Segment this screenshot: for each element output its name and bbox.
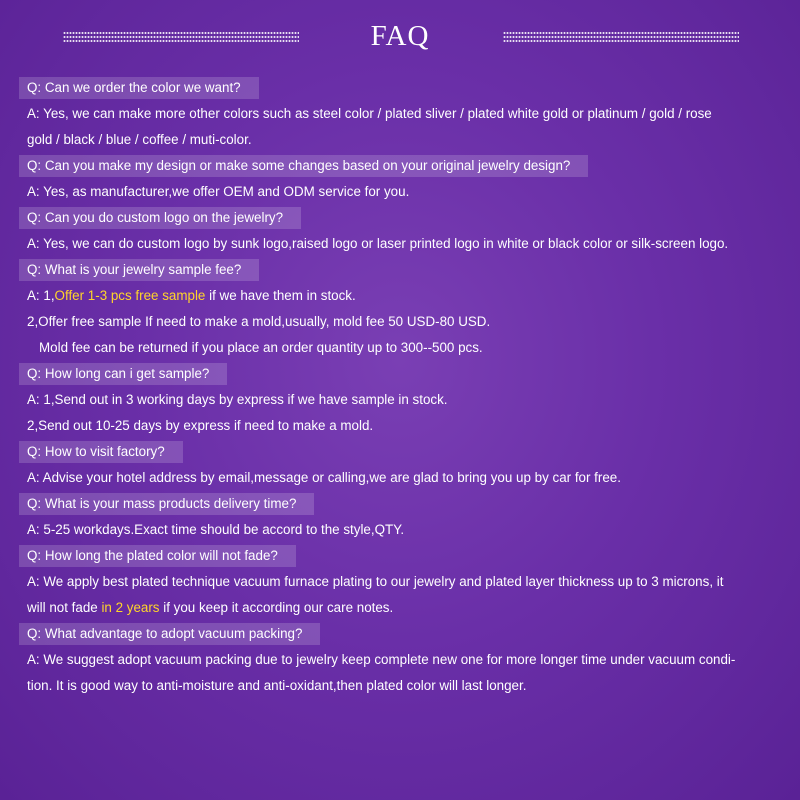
faq-question: Q: Can you make my design or make some changes based on your original jewelry design? <box>19 155 588 177</box>
faq-answer <box>19 595 789 621</box>
faq-question: Q: What advantage to adopt vacuum packing? <box>19 623 320 645</box>
faq-answer <box>19 283 789 309</box>
faq-answer: tion. It is good way to anti-moisture and anti-oxidant,then plated color will last longer. <box>27 678 527 693</box>
faq-list <box>19 75 789 699</box>
faq-header <box>0 16 800 58</box>
faq-answer: A: 5-25 workdays.Exact time should be accord to the style,QTY. <box>27 522 405 537</box>
faq-question: Q: How to visit factory? <box>19 441 183 463</box>
faq-answer: A: Advise your hotel address by email,message or calling,we are glad to bring you up by car for free. <box>27 470 621 485</box>
faq-answer: A: We apply best plated technique vacuum furnace plating to our jewelry and plated layer thickness up to 3 microns, it <box>27 574 724 589</box>
faq-answer: A: We suggest adopt vacuum packing due to jewelry keep complete new one for more longer time under vacuum condi- <box>27 652 736 667</box>
faq-answer: A: Yes, we can make more other colors such as steel color / plated sliver / plated white gold or platinum / gold / rose <box>27 106 712 121</box>
faq-answer: A: Yes, as manufacturer,we offer OEM and ODM service for you. <box>27 184 410 199</box>
answer-text: if we have them in stock. <box>205 288 356 303</box>
faq-question-row <box>19 257 789 283</box>
faq-question: Q: Can we order the color we want? <box>19 77 259 99</box>
page-title: FAQ <box>370 20 430 52</box>
faq-question-row <box>19 543 789 569</box>
faq-question: Q: Can you do custom logo on the jewelry? <box>19 207 301 229</box>
highlight-text: in 2 years <box>101 600 160 615</box>
faq-question-row <box>19 153 789 179</box>
faq-answer: A: 1,Send out in 3 working days by express if we have sample in stock. <box>27 392 448 407</box>
faq-question-row <box>19 621 789 647</box>
faq-answer: gold / black / blue / coffee / muti-color. <box>27 132 252 147</box>
faq-answer: Mold fee can be returned if you place an order quantity up to 300--500 pcs. <box>39 340 483 355</box>
faq-question: Q: What is your mass products delivery time? <box>19 493 314 515</box>
faq-question-row <box>19 439 789 465</box>
faq-question-row <box>19 361 789 387</box>
dotted-divider-right <box>503 31 739 43</box>
faq-question: Q: How long the plated color will not fade? <box>19 545 296 567</box>
faq-question-row <box>19 205 789 231</box>
faq-answer: 2,Offer free sample If need to make a mold,usually, mold fee 50 USD-80 USD. <box>27 314 491 329</box>
highlight-text: Offer 1-3 pcs free sample <box>54 288 206 303</box>
faq-question-row <box>19 75 789 101</box>
faq-answer: A: Yes, we can do custom logo by sunk logo,raised logo or laser printed logo in white or black color or silk-screen logo. <box>27 236 729 251</box>
answer-text: A: 1, <box>27 288 55 303</box>
answer-text: will not fade <box>27 600 102 615</box>
answer-text: if you keep it according our care notes. <box>159 600 394 615</box>
faq-question: Q: How long can i get sample? <box>19 363 227 385</box>
faq-question: Q: What is your jewelry sample fee? <box>19 259 259 281</box>
faq-question-row <box>19 491 789 517</box>
faq-answer: 2,Send out 10-25 days by express if need to make a mold. <box>27 418 374 433</box>
